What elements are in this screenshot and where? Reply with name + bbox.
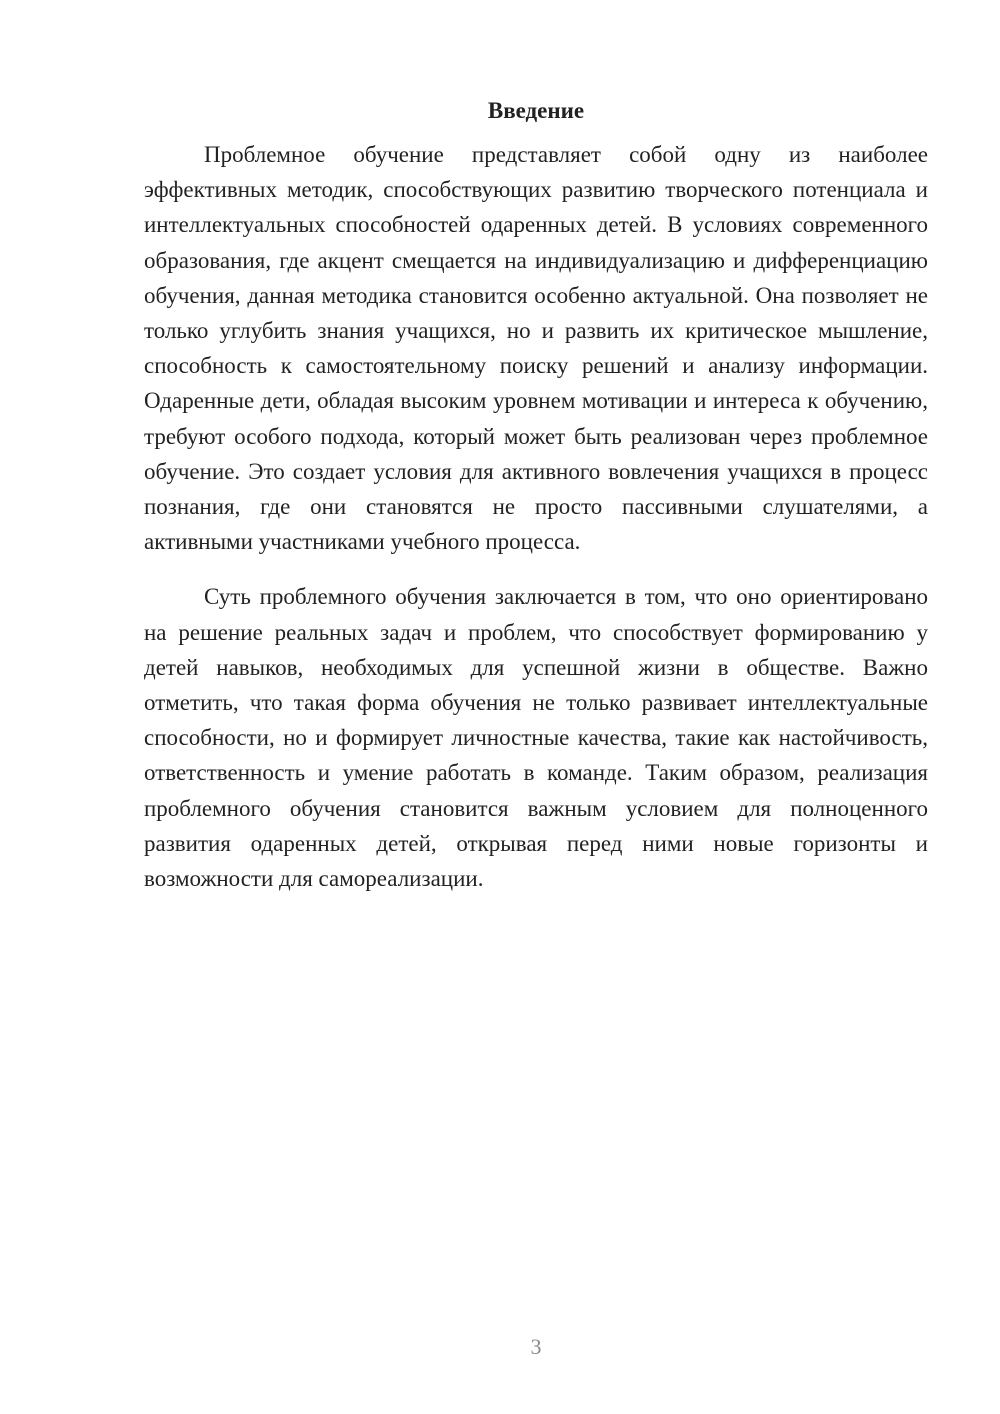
section-heading: Введение [487, 98, 585, 123]
paragraph-1: Проблемное обучение представляет собой одну из наиболее эффективных методик, способствующих развитию творческого потенциала и интеллектуальных способностей одаренных детей. В условиях современного образования, где акцент смещается на индивидуализацию и дифференциацию обучения, данная методика становится особенно актуальной. Она позволяет не только углубить знания учащихся, но и развить их критическое мышление, способность к самостоятельному поиску решений и анализу информации. Одаренные дети, обладая высоким уровнем мотивации и интереса к обучению, требуют особого подхода, который может быть реализован через проблемное обучение. Это создает условия для активного вовлечения учащихся в процесс познания, где они становятся не просто пассивными слушателями, а активными участниками учебного процесса. [144, 142, 928, 555]
page-body [144, 96, 928, 896]
page-number: 3 [530, 1334, 542, 1359]
paragraph-2: Суть проблемного обучения заключается в том, что оно ориентировано на решение реальных задач и проблем, что способствует формированию у детей навыков, необходимых для успешной жизни в обществе. Важно отметить, что такая форма обучения не только развивает интеллектуальные способности, но и формирует личностные качества, такие как настойчивость, ответственность и умение работать в команде. Таким образом, реализация проблемного обучения становится важным условием для полноценного развития одаренных детей, открывая перед ними новые горизонты и возможности для самореализации. [144, 584, 928, 892]
